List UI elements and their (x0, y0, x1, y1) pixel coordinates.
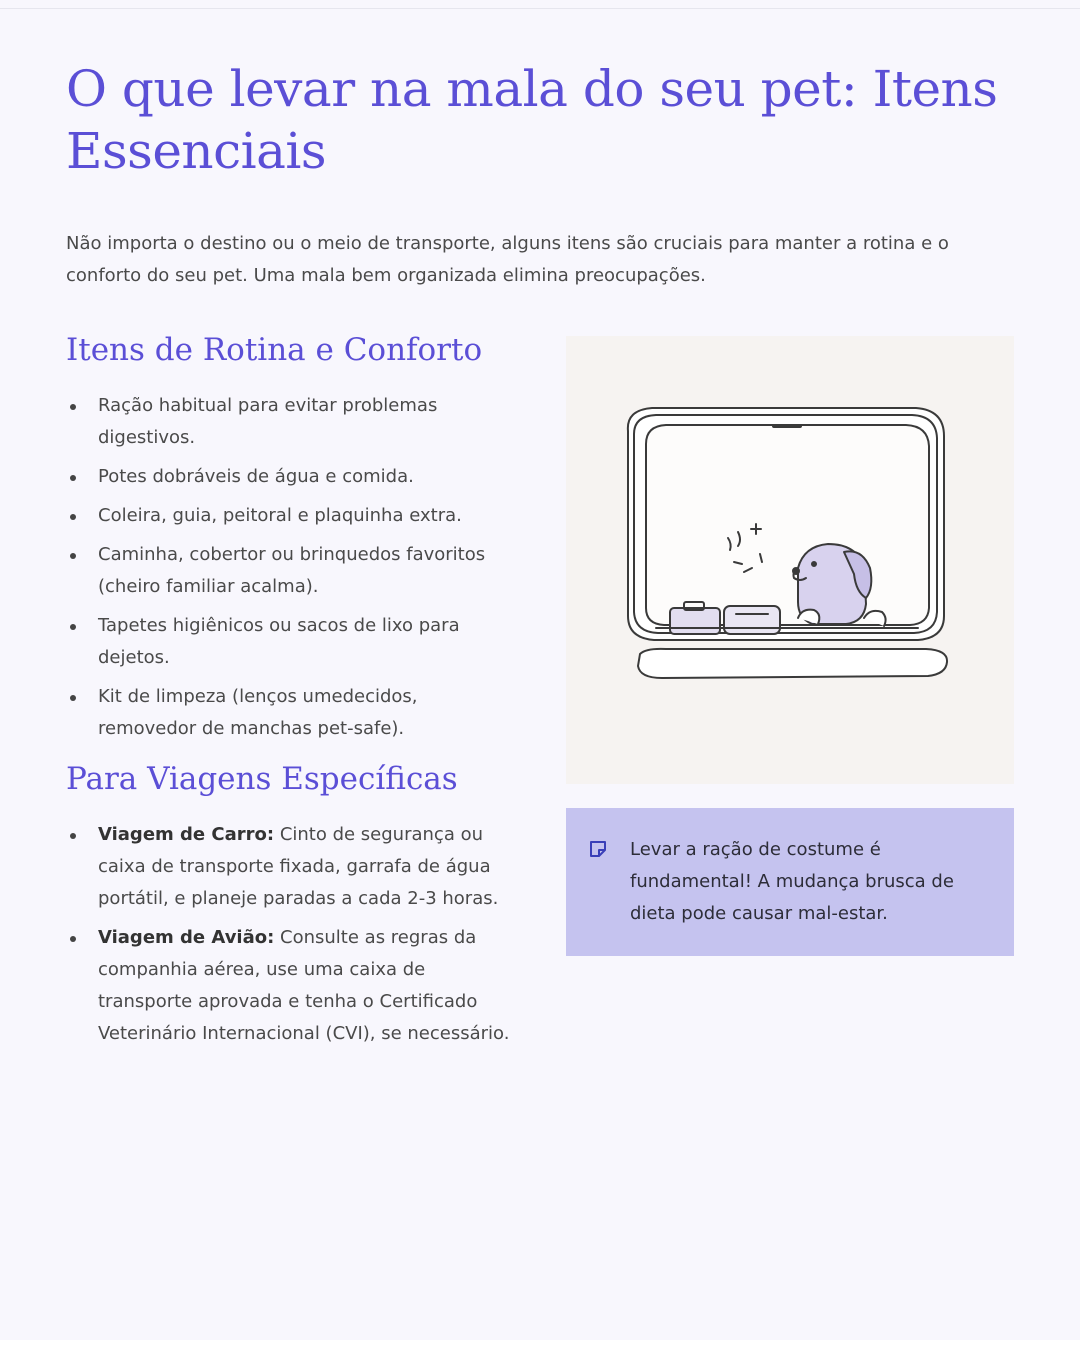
article (66, 58, 1016, 1044)
list-item-car (66, 819, 516, 915)
list-item-plane (66, 922, 516, 1050)
page-title: O que levar na mala do seu pet: Itens Essenciais (66, 60, 998, 180)
list-item: Tapetes higiênicos ou sacos de lixo para dejetos. (66, 610, 516, 674)
item-label: Viagem de Avião: (98, 927, 275, 948)
list-item: Ração habitual para evitar problemas digestivos. (66, 390, 516, 454)
list-item: Kit de limpeza (lenços umedecidos, removedor de manchas pet-safe). (66, 681, 516, 745)
section-heading-trips: Para Viagens Específicas (66, 761, 458, 797)
top-divider (0, 8, 1080, 9)
left-column (66, 330, 516, 1057)
tip-text: Levar a ração de costume é fundamental! A mudança brusca de dieta pode causar mal-estar. (630, 839, 954, 924)
routine-list (66, 390, 516, 745)
trips-list (66, 819, 516, 1050)
bottom-band (0, 1340, 1080, 1350)
section-heading-routine: Itens de Rotina e Conforto (66, 332, 483, 368)
item-text: Consulte as regras da companhia aérea, use uma caixa de transporte aprovada e tenha o Certificado Veterinário Internacional (CVI), se necessário. (98, 927, 510, 1044)
tip-callout (566, 808, 1014, 956)
note-icon (588, 839, 608, 859)
item-label: Viagem de Carro: (98, 824, 275, 845)
item-text: Cinto de segurança ou caixa de transporte fixada, garrafa de água portátil, e planeje paradas a cada 2-3 horas. (98, 824, 499, 909)
list-item: Coleira, guia, peitoral e plaquinha extra. (66, 500, 516, 532)
intro-paragraph: Não importa o destino ou o meio de transporte, alguns itens são cruciais para manter a rotina e o conforto do seu pet. Uma mala bem organizada elimina preocupações. (66, 233, 949, 286)
list-item: Potes dobráveis de água e comida. (66, 461, 516, 493)
list-item: Caminha, cobertor ou brinquedos favoritos (cheiro familiar acalma). (66, 539, 516, 603)
right-column (566, 336, 1014, 956)
dog-in-carrier-illustration (566, 336, 1014, 784)
